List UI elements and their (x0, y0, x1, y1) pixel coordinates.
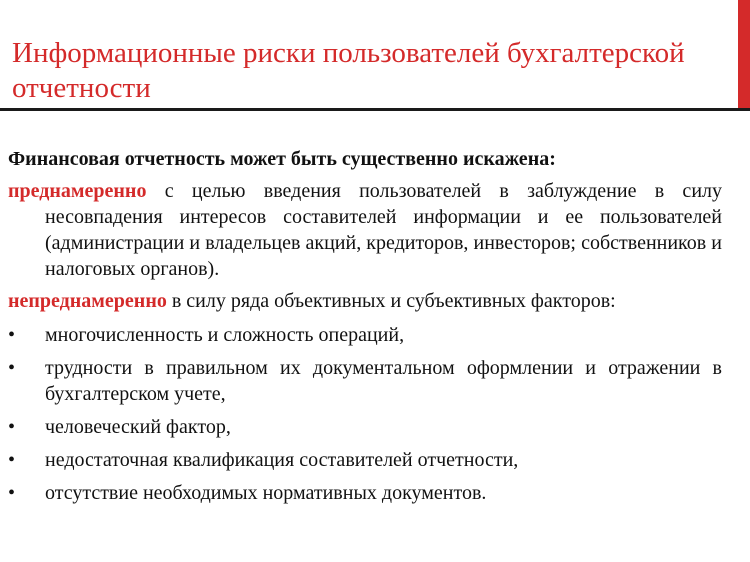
factor-list (8, 322, 722, 506)
slide-content (8, 146, 722, 513)
paragraph-text: в силу ряда объективных и субъективных факторов: (166, 290, 616, 312)
list-item (8, 447, 722, 473)
paragraph-intentional (8, 178, 722, 282)
slide-title: Информационные риски пользователей бухгалтерской отчетности (12, 37, 685, 104)
list-item-text: человеческий фактор, (45, 416, 231, 438)
list-item-text: трудности в правильном их документальном оформлении и отражении в бухгалтерском учете, (45, 357, 722, 405)
paragraph-text: с целью введения пользователей в заблуждение в силу несовпадения интересов составителей информации и ее пользователей (администрации и владельцев акций, кредиторов, инвесторов; собственников и налоговых органов). (45, 180, 722, 280)
list-item (8, 355, 722, 407)
list-item (8, 480, 722, 506)
bullet-icon: • (8, 449, 16, 471)
list-item-text: отсутствие необходимых нормативных документов. (45, 482, 487, 504)
bullet-icon: • (8, 357, 16, 379)
keyword-unintentional: непреднамеренно (8, 290, 167, 312)
list-item-text: многочисленность и сложность операций, (45, 324, 405, 346)
content-heading: Финансовая отчетность может быть существенно искажена: (8, 148, 556, 170)
list-item-text: недостаточная квалификация составителей отчетности, (45, 449, 519, 471)
list-item (8, 414, 722, 440)
bullet-icon: • (8, 324, 16, 346)
bullet-icon: • (8, 416, 16, 438)
paragraph-unintentional (8, 288, 722, 314)
keyword-intentional: преднамеренно (8, 180, 147, 202)
list-item (8, 322, 722, 348)
accent-bar (738, 0, 750, 108)
title-divider (0, 108, 750, 111)
bullet-icon: • (8, 482, 16, 504)
